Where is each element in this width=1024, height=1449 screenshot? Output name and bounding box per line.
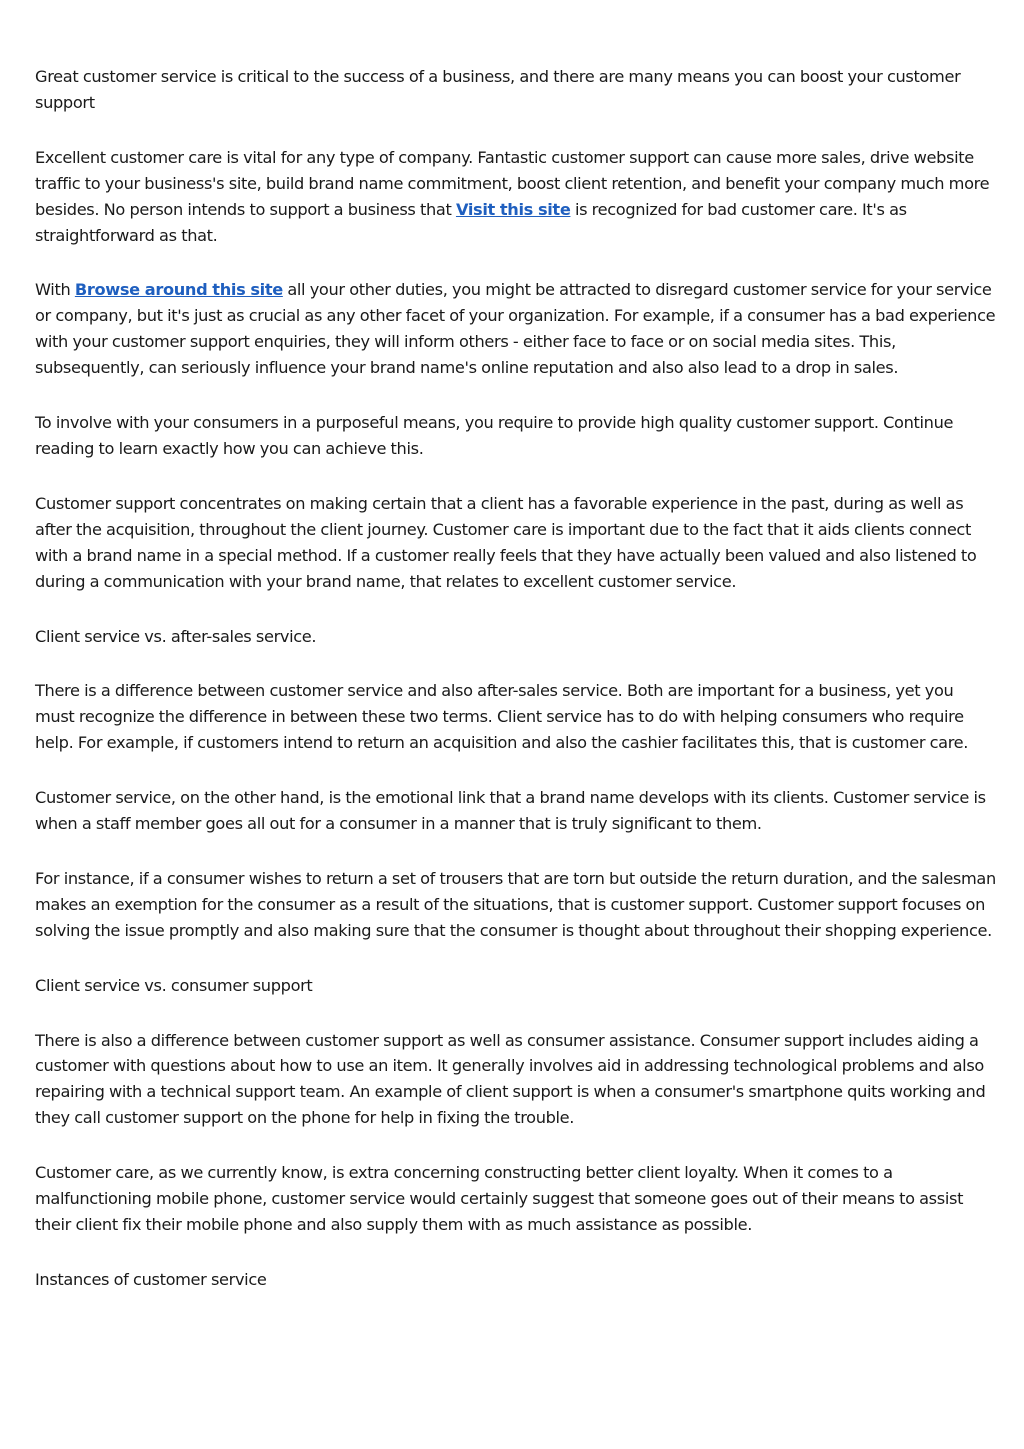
visit-this-site-link[interactable]: Visit this site [455, 199, 571, 219]
paragraph-text: is recognized for bad customer care. It's as straightforward as that. [35, 199, 907, 245]
paragraph [35, 145, 997, 249]
paragraph: There is also a difference between customer support as well as consumer assistance. Consumer support includes aiding a customer with questions about how to use an item. It generally involves aid in addressing technological problems and also repairing with a technical support team. An example of client support is when a consumer's smartphone quits working and they call customer support on the phone for help in fixing the trouble. [35, 1030, 986, 1128]
section-heading: Client service vs. after-sales service. [35, 626, 317, 646]
paragraph: There is a difference between customer service and also after-sales service. Both are important for a business, yet you must recognize the difference in between these two terms. Client service has to do with helping consumers who require help. For example, if customers intend to return an acquisition and also the cashier facilitates this, that is customer care. [35, 681, 969, 753]
paragraph: Customer care, as we currently know, is extra concerning constructing better client loyalty. When it comes to a malfunctioning mobile phone, customer service would certainly suggest that someone goes out of their means to assist their client fix their mobile phone and also supply them with as much assistance as possible. [35, 1163, 964, 1234]
browse-around-this-site-link[interactable]: Browse around this site [74, 280, 283, 300]
paragraph [35, 277, 997, 381]
document-body [35, 64, 997, 1322]
paragraph: For instance, if a consumer wishes to return a set of trousers that are torn but outside the return duration, and the salesman makes an exemption for the consumer as a result of the situations, that is customer support. Customer support focuses on solving the issue promptly and also making sure that the consumer is thought about throughout their shopping experience. [35, 868, 996, 940]
paragraph: Great customer service is critical to the success of a business, and there are many means you can boost your customer support [35, 67, 961, 112]
paragraph: Customer service, on the other hand, is the emotional link that a brand name develops with its clients. Customer service is when a staff member goes all out for a consumer in a manner that is truly significant to them. [35, 788, 986, 834]
paragraph: To involve with your consumers in a purposeful means, you require to provide high quality customer support. Continue reading to learn exactly how you can achieve this. [35, 413, 954, 458]
paragraph-text: all your other duties, you might be attracted to disregard customer service for your service or company, but it's just as crucial as any other facet of your organization. For example, if a consumer has a bad experience with your customer support enquiries, they will inform others - either face to face or on social media sites. This, subsequently, can seriously influence your brand name's online reputation and also also lead to a drop in sales. [35, 280, 996, 378]
paragraph-text: Excellent customer care is vital for any type of company. Fantastic customer support can cause more sales, drive website traffic to your business's site, build brand name commitment, boost client retention, and benefit your company much more besides. No person intends to support a business that [35, 147, 990, 219]
section-heading: Instances of customer service [35, 1269, 267, 1289]
paragraph-text: With [35, 280, 75, 300]
section-heading: Client service vs. consumer support [35, 975, 313, 995]
paragraph: Customer support concentrates on making certain that a client has a favorable experience in the past, during as well as after the acquisition, throughout the client journey. Customer care is important due to the fact that it aids clients connect with a brand name in a special method. If a customer really feels that they have actually been valued and also listened to during a communication with your brand name, that relates to excellent customer service. [35, 493, 977, 591]
